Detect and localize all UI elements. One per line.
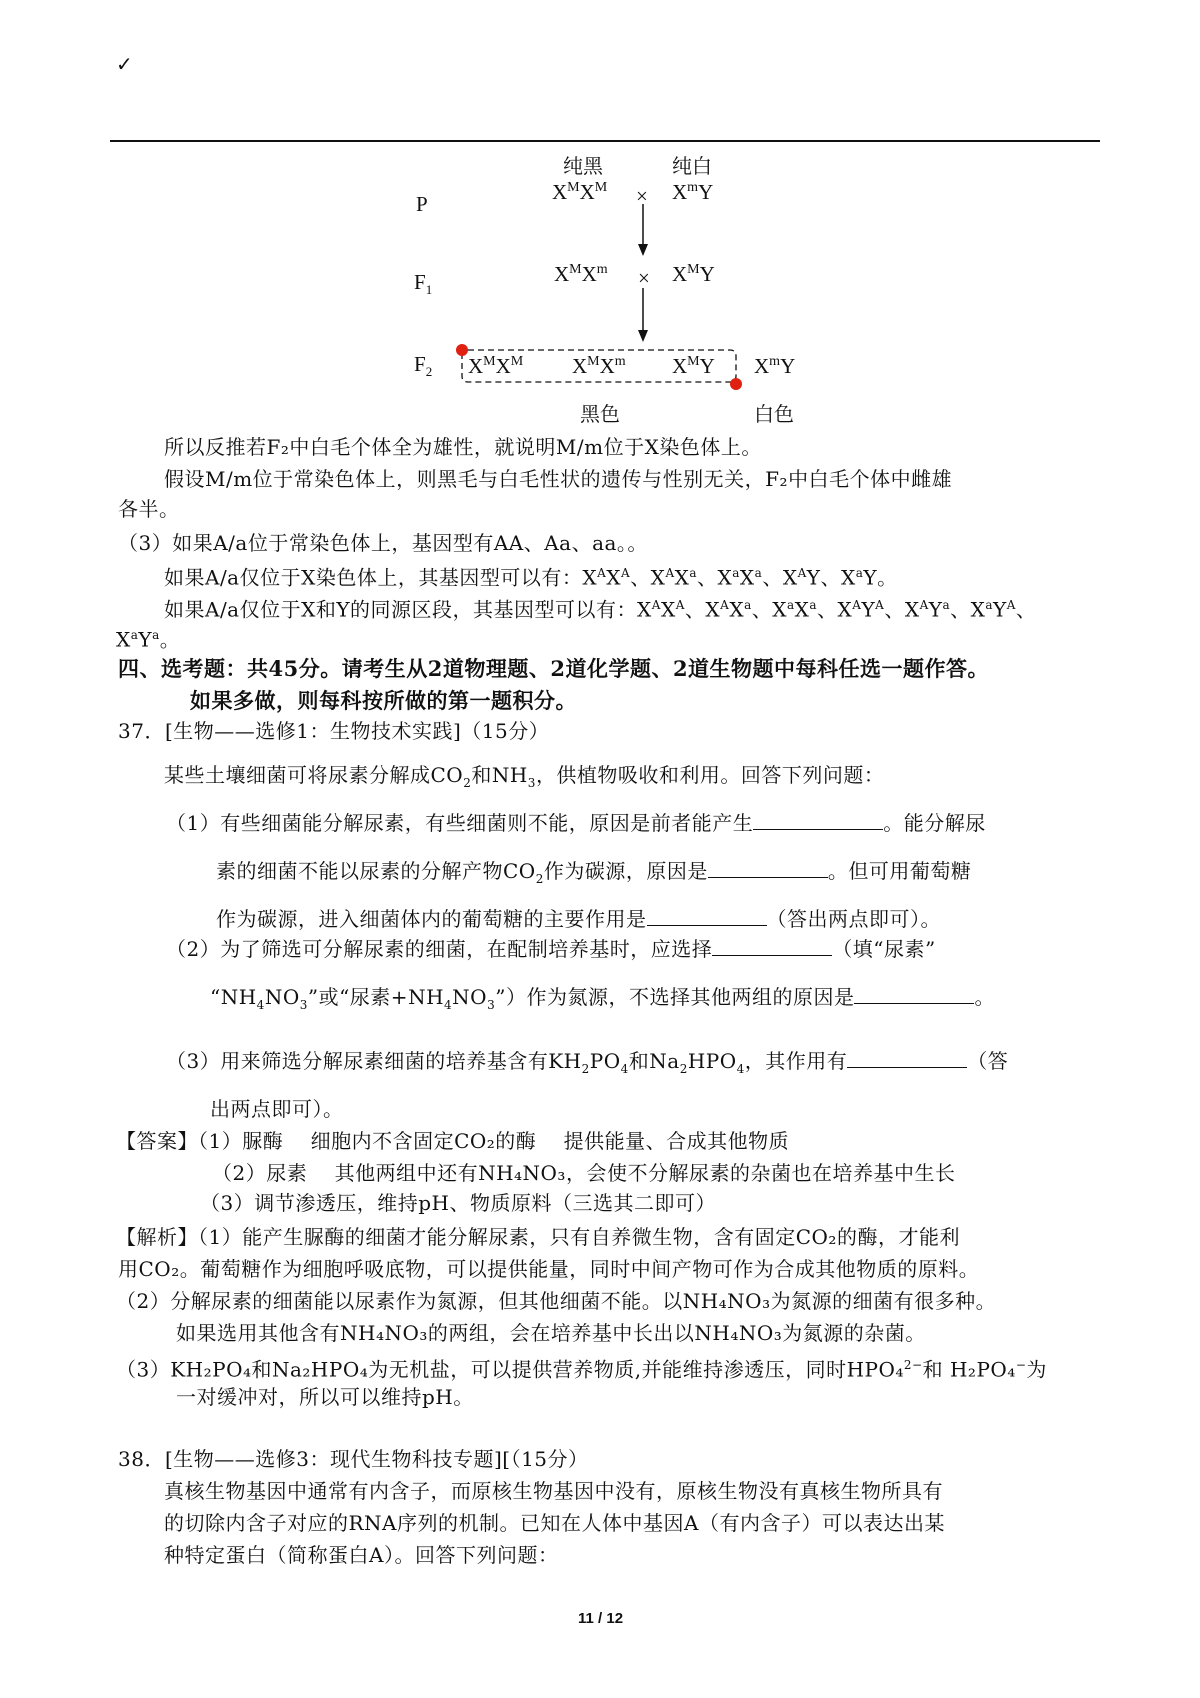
arrowhead-p-f1 bbox=[638, 244, 648, 256]
cross-symbol-p: × bbox=[636, 184, 648, 208]
label-white: 白色 bbox=[754, 402, 794, 426]
arrowhead-f1-f2 bbox=[638, 330, 648, 342]
genotype-f2-1: $X^MX^M$ bbox=[468, 354, 524, 378]
answer-blank[interactable] bbox=[712, 935, 832, 956]
text-line: 如果A/a仅位于X和Y的同源区段，其基因型可以有：$X^AX^A$、$X^AX^a$、$X^aX^a$、$X^AY^A$、$X^AY^a$、$X^aY^A$、 bbox=[164, 597, 1037, 622]
section-title: 如果多做，则每科按所做的第一题积分。 bbox=[190, 688, 577, 713]
answer-line: （2）尿素 其他两组中还有NH₄NO₃，会使不分解尿素的杂菌也在培养基中生长 bbox=[212, 1161, 956, 1185]
genotype-f1-female: $X^MX^m$ bbox=[554, 262, 608, 286]
question-37-part3: （3）用来筛选分解尿素细菌的培养基含有$KH_2PO_4$和$Na_2HPO_4$，其作用有 （答 bbox=[166, 1049, 1009, 1076]
text-line: $X^aY^a$。 bbox=[116, 627, 181, 652]
generation-p: P bbox=[416, 192, 428, 216]
genotype-p-male: $X^mY$ bbox=[672, 180, 714, 204]
label-pure-white: 纯白 bbox=[672, 154, 712, 178]
explanation-line: 如果选用其他含有NH₄NO₃的两组，会在培养基中长出以NH₄NO₃为氮源的杂菌。 bbox=[176, 1321, 926, 1345]
text-line: 所以反推若F₂中白毛个体全为雄性，就说明M/m位于X染色体上。 bbox=[164, 435, 762, 459]
text-line: 如果A/a仅位于X染色体上，其基因型可以有：$X^AX^A$、$X^AX^a$、$X^aX^a$、$X^AY$、$X^aY$。 bbox=[164, 565, 898, 590]
genotype-f2-3: $X^MY$ bbox=[672, 354, 715, 378]
answer-blank[interactable] bbox=[854, 983, 974, 1004]
explanation-line: 【解析】（1）能产生脲酶的细菌才能分解尿素，只有自养微生物，含有固定CO₂的酶，才能利 bbox=[116, 1225, 960, 1249]
question-37-part2: “$NH_4NO_3$”或“尿素$+NH_4NO_3$”）作为氮源，不选择其他两组的原因是 。 bbox=[210, 985, 995, 1012]
red-dot-left bbox=[456, 344, 468, 356]
text-line: 各半。 bbox=[118, 497, 180, 521]
checkmark: ✓ bbox=[116, 52, 133, 76]
label-black: 黑色 bbox=[580, 402, 620, 426]
question-37-part1: 作为碳源，进入细菌体内的葡萄糖的主要作用是 （答出两点即可）。 bbox=[216, 907, 941, 931]
genotype-p-female: $X^MX^M$ bbox=[552, 180, 608, 204]
label-pure-black: 纯黑 bbox=[563, 154, 603, 178]
explanation-line: 一对缓冲对，所以可以维持pH。 bbox=[176, 1385, 474, 1409]
generation-f1: $F_1$ bbox=[414, 270, 433, 298]
explanation-line: （2）分解尿素的细菌能以尿素作为氮源，但其他细菌不能。以NH₄NO₃为氮源的细菌有很多种。 bbox=[116, 1289, 997, 1313]
cross-arrows-and-group bbox=[0, 0, 1200, 440]
answer-line: 【答案】（1）脲酶 细胞内不含固定CO₂的酶 提供能量、合成其他物质 bbox=[116, 1129, 790, 1153]
explanation-label: 【解析】 bbox=[116, 1225, 198, 1249]
question-38-title: 38．[生物——选修3：现代生物科技专题][（15分） bbox=[118, 1447, 589, 1471]
question-37-part1: （1）有些细菌能分解尿素，有些细菌则不能，原因是前者能产生 。能分解尿 bbox=[166, 811, 986, 835]
question-37-intro: 某些土壤细菌可将尿素分解成$CO_2$和$NH_3$，供植物吸收和利用。回答下列问题： bbox=[164, 763, 885, 790]
explanation-line: 用CO₂。葡萄糖作为细胞呼吸底物，可以提供能量，同时中间产物可作为合成其他物质的原料。 bbox=[118, 1257, 980, 1281]
question-38-text: 真核生物基因中通常有内含子，而原核生物基因中没有，原核生物没有真核生物所具有 bbox=[164, 1479, 943, 1503]
question-37-title: 37．[生物——选修1：生物技术实践]（15分） bbox=[118, 719, 550, 743]
question-37-part2: （2）为了筛选可分解尿素的细菌，在配制培养基时，应选择 （填“尿素” bbox=[166, 937, 936, 961]
question-37-part3: 出两点即可）。 bbox=[210, 1097, 344, 1121]
explanation-line: （3）KH₂PO₄和Na₂HPO₄为无机盐，可以提供营养物质,并能维持渗透压，同时HPO₄$^{2-}$和 H₂PO₄−为 bbox=[116, 1357, 1047, 1382]
question-38-text: 的切除内含子对应的RNA序列的机制。已知在人体中基因A（有内含子）可以表达出某 bbox=[164, 1511, 945, 1535]
genotype-f1-male: $X^MY$ bbox=[672, 262, 715, 286]
section-title: 四、选考题：共45分。请考生从2道物理题、2道化学题、2道生物题中每科任选一题作答。 bbox=[118, 656, 990, 681]
red-dot-right bbox=[730, 378, 742, 390]
answer-blank[interactable] bbox=[753, 809, 883, 830]
text-line: 假设M/m位于常染色体上，则黑毛与白毛性状的遗传与性别无关，F₂中白毛个体中雌雄 bbox=[164, 467, 953, 491]
generation-f2: $F_2$ bbox=[414, 352, 433, 380]
dashed-bracket-black bbox=[462, 350, 736, 382]
answer-blank[interactable] bbox=[708, 857, 828, 878]
answer-line: （3）调节渗透压，维持pH、物质原料（三选其二即可） bbox=[200, 1191, 716, 1215]
genotype-f2-2: $X^MX^m$ bbox=[572, 354, 626, 378]
question-38-text: 种特定蛋白（简称蛋白A）。回答下列问题： bbox=[164, 1543, 559, 1567]
question-37-part1: 素的细菌不能以尿素的分解产物$CO_2$作为碳源，原因是 。但可用葡萄糖 bbox=[216, 859, 972, 886]
page-number: 11 / 12 bbox=[578, 1610, 624, 1627]
answer-blank[interactable] bbox=[847, 1047, 967, 1068]
genotype-f2-4: $X^mY$ bbox=[754, 354, 796, 378]
text-line: （3）如果A/a位于常染色体上，基因型有AA、Aa、aa。。 bbox=[118, 531, 648, 555]
answer-label: 【答案】 bbox=[116, 1129, 198, 1153]
answer-blank[interactable] bbox=[647, 905, 767, 926]
cross-symbol-f1: × bbox=[638, 266, 650, 290]
